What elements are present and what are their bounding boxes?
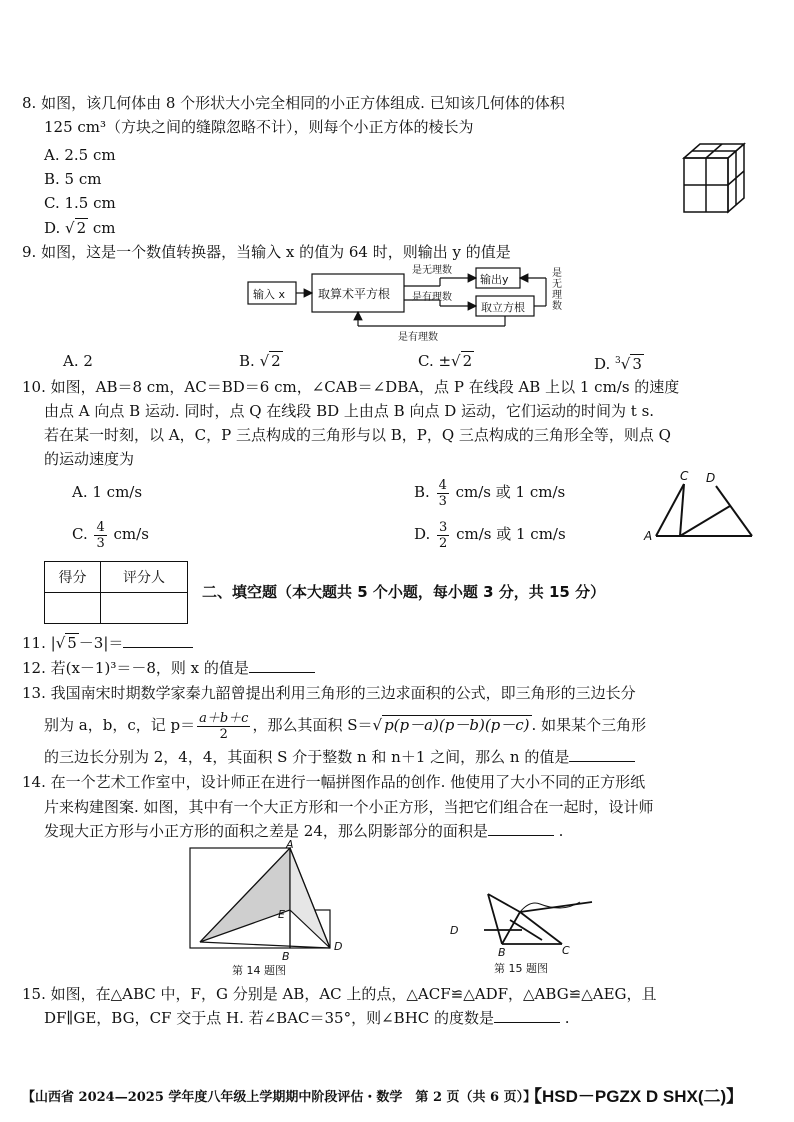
q11: 11. |√ 5 －3|＝	[22, 633, 193, 653]
q14-figure	[180, 838, 350, 978]
q14-line1: 14. 在一个艺术工作室中，设计师正在进行一幅拼图作品的创作. 他使用了大小不同的正方形纸	[22, 773, 646, 791]
q10-label-c: C	[680, 469, 689, 483]
q15-label-b: B	[498, 946, 506, 959]
q8-option-c: C. 1.5 cm	[44, 194, 116, 212]
footer-code: 【HSD－PGZX D SHX(二)】	[525, 1087, 744, 1106]
q15-line1: 15. 如图，在△ABC 中，F，G 分别是 AB，AC 上的点，△ACF≌△ADF，△ABG≌△AEG，且	[22, 985, 657, 1003]
q12-blank[interactable]	[249, 658, 315, 673]
q8-option-d: D. √ 2 cm	[44, 219, 116, 237]
not-irrational-label	[552, 267, 562, 312]
q8-option-b: B. 5 cm	[44, 170, 102, 188]
irrational-label: 是无理数	[412, 265, 452, 276]
grader-cell[interactable]	[101, 593, 188, 624]
q9-option-c: C. ±√ 2	[418, 352, 473, 370]
q10-option-a: A. 1 cm/s	[72, 483, 143, 501]
q14-line2: 片来构建图案. 如图，其中有一个大正方形和一个小正方形，当把它们组合在一起时，设计师	[44, 798, 654, 816]
q10-figure	[640, 468, 760, 550]
q15-caption: 第 15 题图	[494, 962, 548, 975]
input-label: 输入 x	[253, 288, 286, 301]
output-label: 输出y	[480, 273, 509, 286]
footer-info: 【山西省 2024—2025 学年度八年级上学期期中阶段评估・数学 第 2 页（共 6 页）】	[22, 1090, 537, 1105]
q14-label-b: B	[282, 950, 290, 963]
q9-option-a: A. 2	[63, 352, 93, 370]
score-col: 得分	[45, 562, 101, 593]
q8-option-a: A. 2.5 cm	[44, 146, 116, 164]
score-cell[interactable]	[45, 593, 101, 624]
q14-label-a: A	[286, 838, 294, 851]
score-table	[44, 561, 188, 624]
svg-text:理: 理	[552, 290, 562, 301]
q15-label-c: C	[562, 944, 570, 957]
cbrt-label: 取立方根	[481, 301, 525, 314]
q8-line1: 8. 如图，该几何体由 8 个形状大小完全相同的小正方体组成. 已知该几何体的体积	[22, 94, 565, 112]
sqrt-label: 取算术平方根	[318, 287, 391, 301]
q10-line1: 10. 如图，AB＝8 cm，AC＝BD＝6 cm，∠CAB＝∠DBA，点 P 在线段 AB 上以 1 cm/s 的速度	[22, 378, 680, 396]
section2-title: 二、填空题（本大题共 5 个小题，每小题 3 分，共 15 分）	[202, 583, 606, 601]
q15-label-d: D	[450, 924, 459, 937]
q13-line1: 13. 我国南宋时期数学家秦九韶曾提出利用三角形的三边求面积的公式，即三角形的三边长分	[22, 684, 636, 702]
q8-line2: 125 cm³（方块之间的缝隙忽略不计），则每个小正方体的棱长为	[44, 118, 474, 136]
cube-figure	[680, 140, 750, 220]
q10-option-b: B. $\frac{4}{3}$ cm/s 或 1 cm/s	[414, 477, 566, 509]
q10-label-a: A	[644, 529, 653, 543]
q15-line2: DF∥GE，BG，CF 交于点 H. 若∠BAC＝35°，则∠BHC 的度数是 .	[44, 1009, 570, 1027]
q11-blank[interactable]	[123, 633, 193, 648]
rational-label-2: 是有理数	[398, 332, 438, 343]
q10-option-c: C. $\frac{4}{3}$ cm/s	[72, 519, 149, 551]
q15-figure	[444, 872, 604, 978]
grader-col: 评分人	[101, 562, 188, 593]
q13-line2: 别为 a，b，c，记 p＝ $\frac{a+b+c}{2}$ ，那么其面积 S＝√ p(p－a)(p－b)(p－c) . 如果某个三角形	[44, 710, 647, 742]
q13-blank[interactable]	[569, 747, 635, 762]
q14-blank[interactable]	[488, 821, 554, 836]
svg-text:数: 数	[552, 301, 562, 312]
q12: 12. 若(x－1)³＝－8，则 x 的值是	[22, 658, 315, 678]
q10-option-d: D. $\frac{3}{2}$ cm/s 或 1 cm/s	[414, 519, 566, 551]
q9-option-d: D. $^3$√ 3	[594, 355, 642, 373]
q14-label-d: D	[334, 940, 343, 953]
q14-line3: 发现大正方形与小正方形的面积之差是 24，那么阴影部分的面积是 .	[44, 822, 564, 840]
q9-line1: 9. 如图，这是一个数值转换器，当输入 x 的值为 64 时，则输出 y 的值是	[22, 243, 511, 261]
q10-line4: 的运动速度为	[44, 450, 135, 468]
svg-text:是: 是	[552, 268, 562, 279]
q10-label-d: D	[706, 471, 716, 485]
q10-line2: 由点 A 向点 B 运动. 同时，点 Q 在线段 BD 上由点 B 向点 D 运动，它们运动的时间为 t s.	[44, 402, 655, 420]
q15-blank[interactable]	[494, 1008, 560, 1023]
q13-line3: 的三边长分别为 2，4，4，其面积 S 介于整数 n 和 n＋1 之间，那么 n 的值是	[44, 747, 635, 767]
q10-line3: 若在某一时刻，以 A，C，P 三点构成的三角形与以 B，P，Q 三点构成的三角形全等，则点 Q	[44, 426, 671, 444]
q14-label-e: E	[278, 908, 285, 921]
converter-diagram	[240, 262, 580, 344]
rational-label-1: 是有理数	[412, 292, 452, 303]
svg-text:无: 无	[552, 279, 562, 290]
q9-option-b: B. √ 2	[239, 352, 281, 370]
q14-caption: 第 14 题图	[232, 964, 286, 977]
